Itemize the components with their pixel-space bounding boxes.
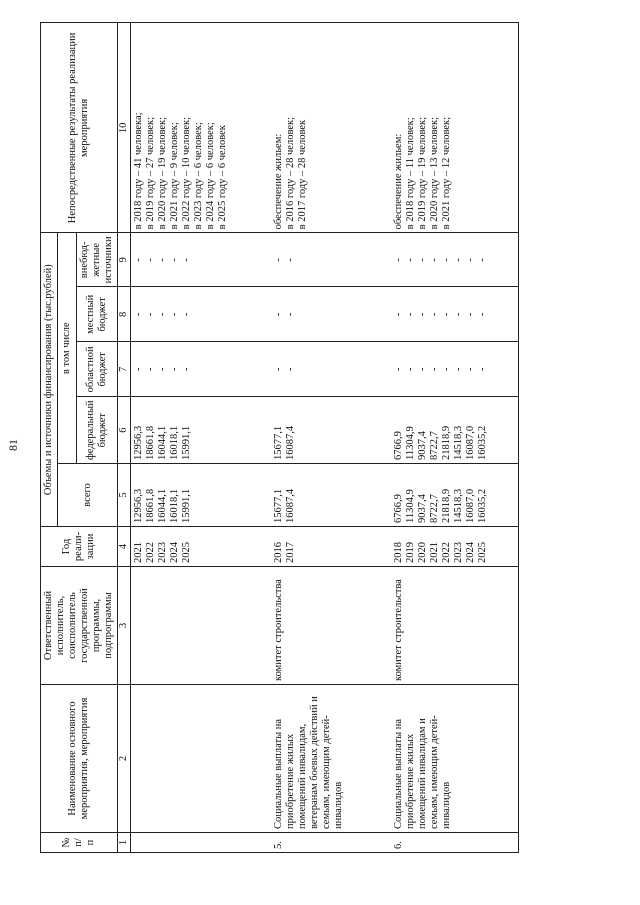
- total-cell: 16044,1: [157, 488, 168, 523]
- row-num: 5.: [272, 841, 284, 849]
- year-cell: 2016: [272, 542, 284, 563]
- col-number: 1: [118, 833, 131, 853]
- local-cell: -: [440, 312, 452, 317]
- regional-cell: -: [440, 367, 452, 372]
- local-cell: -: [272, 312, 284, 317]
- year-cell: 2025: [181, 542, 192, 563]
- results-column: [271, 23, 391, 233]
- years-column: [131, 527, 271, 567]
- regional-column: [271, 342, 391, 397]
- header-year: Год реали-зации: [41, 527, 118, 567]
- regional-cell: -: [181, 367, 192, 372]
- result-line: в 2020 году – 19 человек;: [157, 116, 168, 230]
- federal-cell: 6766,9: [392, 431, 404, 460]
- program-table: [40, 22, 519, 853]
- regional-column: [391, 342, 519, 397]
- total-cell: 8722,7: [428, 494, 440, 523]
- year-cell: 2025: [476, 542, 488, 563]
- extra-cell: -: [133, 258, 144, 262]
- extra-column: [391, 233, 519, 287]
- header-funding: Объемы и источники финансирования (тыс.рублей): [41, 233, 58, 527]
- federal-cell: 11304,9: [404, 426, 416, 460]
- results-column: [131, 23, 271, 233]
- col-number: 8: [118, 287, 131, 342]
- federal-cell: 16018,1: [169, 425, 180, 460]
- total-cell: 9037,4: [416, 494, 428, 523]
- header-name: Наименование основного мероприятия, мероприятия: [41, 685, 118, 833]
- result-line: в 2025 году – 6 человек: [217, 125, 228, 230]
- regional-column: [131, 342, 271, 397]
- result-line: в 2019 году – 27 человек;: [145, 116, 156, 230]
- table-row: [131, 23, 271, 853]
- header-row-1: [41, 23, 58, 853]
- year-cell: 2021: [428, 542, 440, 563]
- row-executor: комитет строительства: [272, 579, 284, 681]
- extra-column: [271, 233, 391, 287]
- year-cell: 2024: [169, 542, 180, 563]
- result-line: в 2019 году – 19 человек;: [416, 116, 428, 230]
- total-cell: 15677,1: [272, 488, 284, 523]
- extra-cell: -: [157, 258, 168, 262]
- year-cell: 2020: [416, 542, 428, 563]
- header-extra: внебюд-жетные источники: [77, 233, 118, 287]
- col-number: 6: [118, 397, 131, 464]
- result-line: в 2020 году – 13 человек;: [428, 116, 440, 230]
- federal-cell: 15991,1: [181, 425, 192, 460]
- header-federal: федеральный бюджет: [77, 397, 118, 464]
- header-total: всего: [58, 464, 118, 527]
- name-column: [391, 685, 519, 833]
- local-cell: -: [428, 312, 440, 317]
- extra-cell: -: [392, 258, 404, 262]
- executor-column: [391, 567, 519, 685]
- local-cell: -: [476, 312, 488, 317]
- extra-cell: -: [169, 258, 180, 262]
- total-cell: 15991,1: [181, 488, 192, 523]
- total-cell: 16035,2: [476, 488, 488, 523]
- header-num: № п/п: [41, 833, 118, 853]
- year-cell: 2017: [284, 542, 296, 563]
- local-cell: -: [392, 312, 404, 317]
- regional-cell: -: [145, 367, 156, 372]
- col-number: 3: [118, 567, 131, 685]
- total-column: [131, 464, 271, 527]
- federal-cell: 16044,1: [157, 425, 168, 460]
- extra-cell: -: [145, 258, 156, 262]
- row-num: 6.: [392, 841, 404, 849]
- year-cell: 2023: [452, 542, 464, 563]
- regional-cell: -: [157, 367, 168, 372]
- extra-cell: -: [284, 258, 296, 262]
- total-cell: 12956,3: [133, 488, 144, 523]
- federal-cell: 21818,9: [440, 425, 452, 460]
- regional-cell: -: [464, 367, 476, 372]
- local-cell: -: [452, 312, 464, 317]
- extra-cell: -: [464, 258, 476, 262]
- federal-cell: 9037,4: [416, 431, 428, 460]
- header-including: в том числе: [58, 233, 77, 464]
- regional-cell: -: [428, 367, 440, 372]
- local-cell: -: [157, 312, 168, 317]
- local-cell: -: [284, 312, 296, 317]
- total-cell: 21818,9: [440, 488, 452, 523]
- year-cell: 2024: [464, 542, 476, 563]
- total-cell: 14518,3: [452, 488, 464, 523]
- row-name: Социальные выплаты на приобретение жилых помещений инвалидам, ветеранам боевых действий и семьям, имеющим детей-инвалидов: [272, 696, 344, 829]
- results-column: [391, 23, 519, 233]
- result-line: в 2017 году – 28 человек: [296, 119, 308, 230]
- header-executor: Ответственный исполнитель, соисполнитель государственной программы, подпрограммы: [41, 567, 118, 685]
- local-cell: -: [169, 312, 180, 317]
- year-cell: 2023: [157, 542, 168, 563]
- local-column: [131, 287, 271, 342]
- local-cell: -: [145, 312, 156, 317]
- num-column: [131, 833, 271, 853]
- regional-cell: -: [452, 367, 464, 372]
- federal-cell: 15677,1: [272, 425, 284, 460]
- federal-column: [391, 397, 519, 464]
- year-cell: 2018: [392, 542, 404, 563]
- federal-cell: 16035,2: [476, 425, 488, 460]
- regional-cell: -: [169, 367, 180, 372]
- total-cell: 16087,4: [284, 488, 296, 523]
- extra-cell: -: [272, 258, 284, 262]
- column-number-row: [118, 23, 131, 853]
- result-line: в 2016 году – 28 человек;: [284, 116, 296, 230]
- row-name: Социальные выплаты на приобретение жилых помещений инвалидам и семьям, имеющим детей-инвалидов: [392, 715, 452, 829]
- result-line: в 2023 году – 6 человек;: [193, 122, 204, 230]
- name-column: [131, 685, 271, 833]
- total-cell: 11304,9: [404, 489, 416, 523]
- col-number: 7: [118, 342, 131, 397]
- regional-cell: -: [133, 367, 144, 372]
- table-body: [131, 23, 519, 853]
- table-row: [271, 23, 391, 853]
- years-column: [391, 527, 519, 567]
- year-cell: 2022: [145, 542, 156, 563]
- local-cell: -: [133, 312, 144, 317]
- total-column: [271, 464, 391, 527]
- local-column: [271, 287, 391, 342]
- local-cell: -: [416, 312, 428, 317]
- col-number: 5: [118, 464, 131, 527]
- result-line: в 2018 году – 41 человека;: [133, 112, 144, 230]
- extra-column: [131, 233, 271, 287]
- total-cell: 16018,1: [169, 488, 180, 523]
- regional-cell: -: [476, 367, 488, 372]
- regional-cell: -: [272, 367, 284, 372]
- result-line: обеспечение жильем:: [272, 133, 284, 230]
- num-column: [391, 833, 519, 853]
- total-cell: 18661,8: [145, 488, 156, 523]
- extra-cell: -: [440, 258, 452, 262]
- regional-cell: -: [392, 367, 404, 372]
- year-cell: 2022: [440, 542, 452, 563]
- total-cell: 6766,9: [392, 494, 404, 523]
- years-column: [271, 527, 391, 567]
- table-row: [391, 23, 519, 853]
- header-results: Непосредственные результаты реализации мероприятия: [41, 23, 118, 233]
- page-number: 81: [6, 439, 20, 451]
- result-line: в 2021 году – 9 человек;: [169, 122, 180, 230]
- result-line: в 2018 году – 11 человек;: [404, 117, 416, 230]
- col-number: 9: [118, 233, 131, 287]
- col-number: 10: [118, 23, 131, 233]
- federal-cell: 14518,3: [452, 425, 464, 460]
- result-line: в 2022 году – 10 человек;: [181, 116, 192, 230]
- header-regional: областной бюджет: [77, 342, 118, 397]
- header-local: местный бюджет: [77, 287, 118, 342]
- federal-cell: 16087,4: [284, 425, 296, 460]
- regional-cell: -: [416, 367, 428, 372]
- extra-cell: -: [416, 258, 428, 262]
- extra-cell: -: [404, 258, 416, 262]
- executor-column: [131, 567, 271, 685]
- result-line: в 2021 году – 12 человек;: [440, 116, 452, 230]
- total-column: [391, 464, 519, 527]
- extra-cell: -: [181, 258, 192, 262]
- result-line: обеспечение жильем:: [392, 133, 404, 230]
- federal-column: [271, 397, 391, 464]
- local-cell: -: [404, 312, 416, 317]
- row-executor: комитет строительства: [392, 579, 404, 681]
- federal-cell: 12956,3: [133, 425, 144, 460]
- federal-cell: 8722,7: [428, 431, 440, 460]
- name-column: [271, 685, 391, 833]
- regional-cell: -: [404, 367, 416, 372]
- federal-column: [131, 397, 271, 464]
- local-cell: -: [181, 312, 192, 317]
- local-cell: -: [464, 312, 476, 317]
- num-column: [271, 833, 391, 853]
- federal-cell: 16087,0: [464, 425, 476, 460]
- local-column: [391, 287, 519, 342]
- regional-cell: -: [284, 367, 296, 372]
- result-line: в 2024 году – 6 человек;: [205, 122, 216, 230]
- federal-cell: 18661,8: [145, 425, 156, 460]
- year-cell: 2021: [133, 542, 144, 563]
- col-number: 4: [118, 527, 131, 567]
- executor-column: [271, 567, 391, 685]
- extra-cell: -: [452, 258, 464, 262]
- extra-cell: -: [476, 258, 488, 262]
- total-cell: 16087,0: [464, 488, 476, 523]
- year-cell: 2019: [404, 542, 416, 563]
- col-number: 2: [118, 685, 131, 833]
- extra-cell: -: [428, 258, 440, 262]
